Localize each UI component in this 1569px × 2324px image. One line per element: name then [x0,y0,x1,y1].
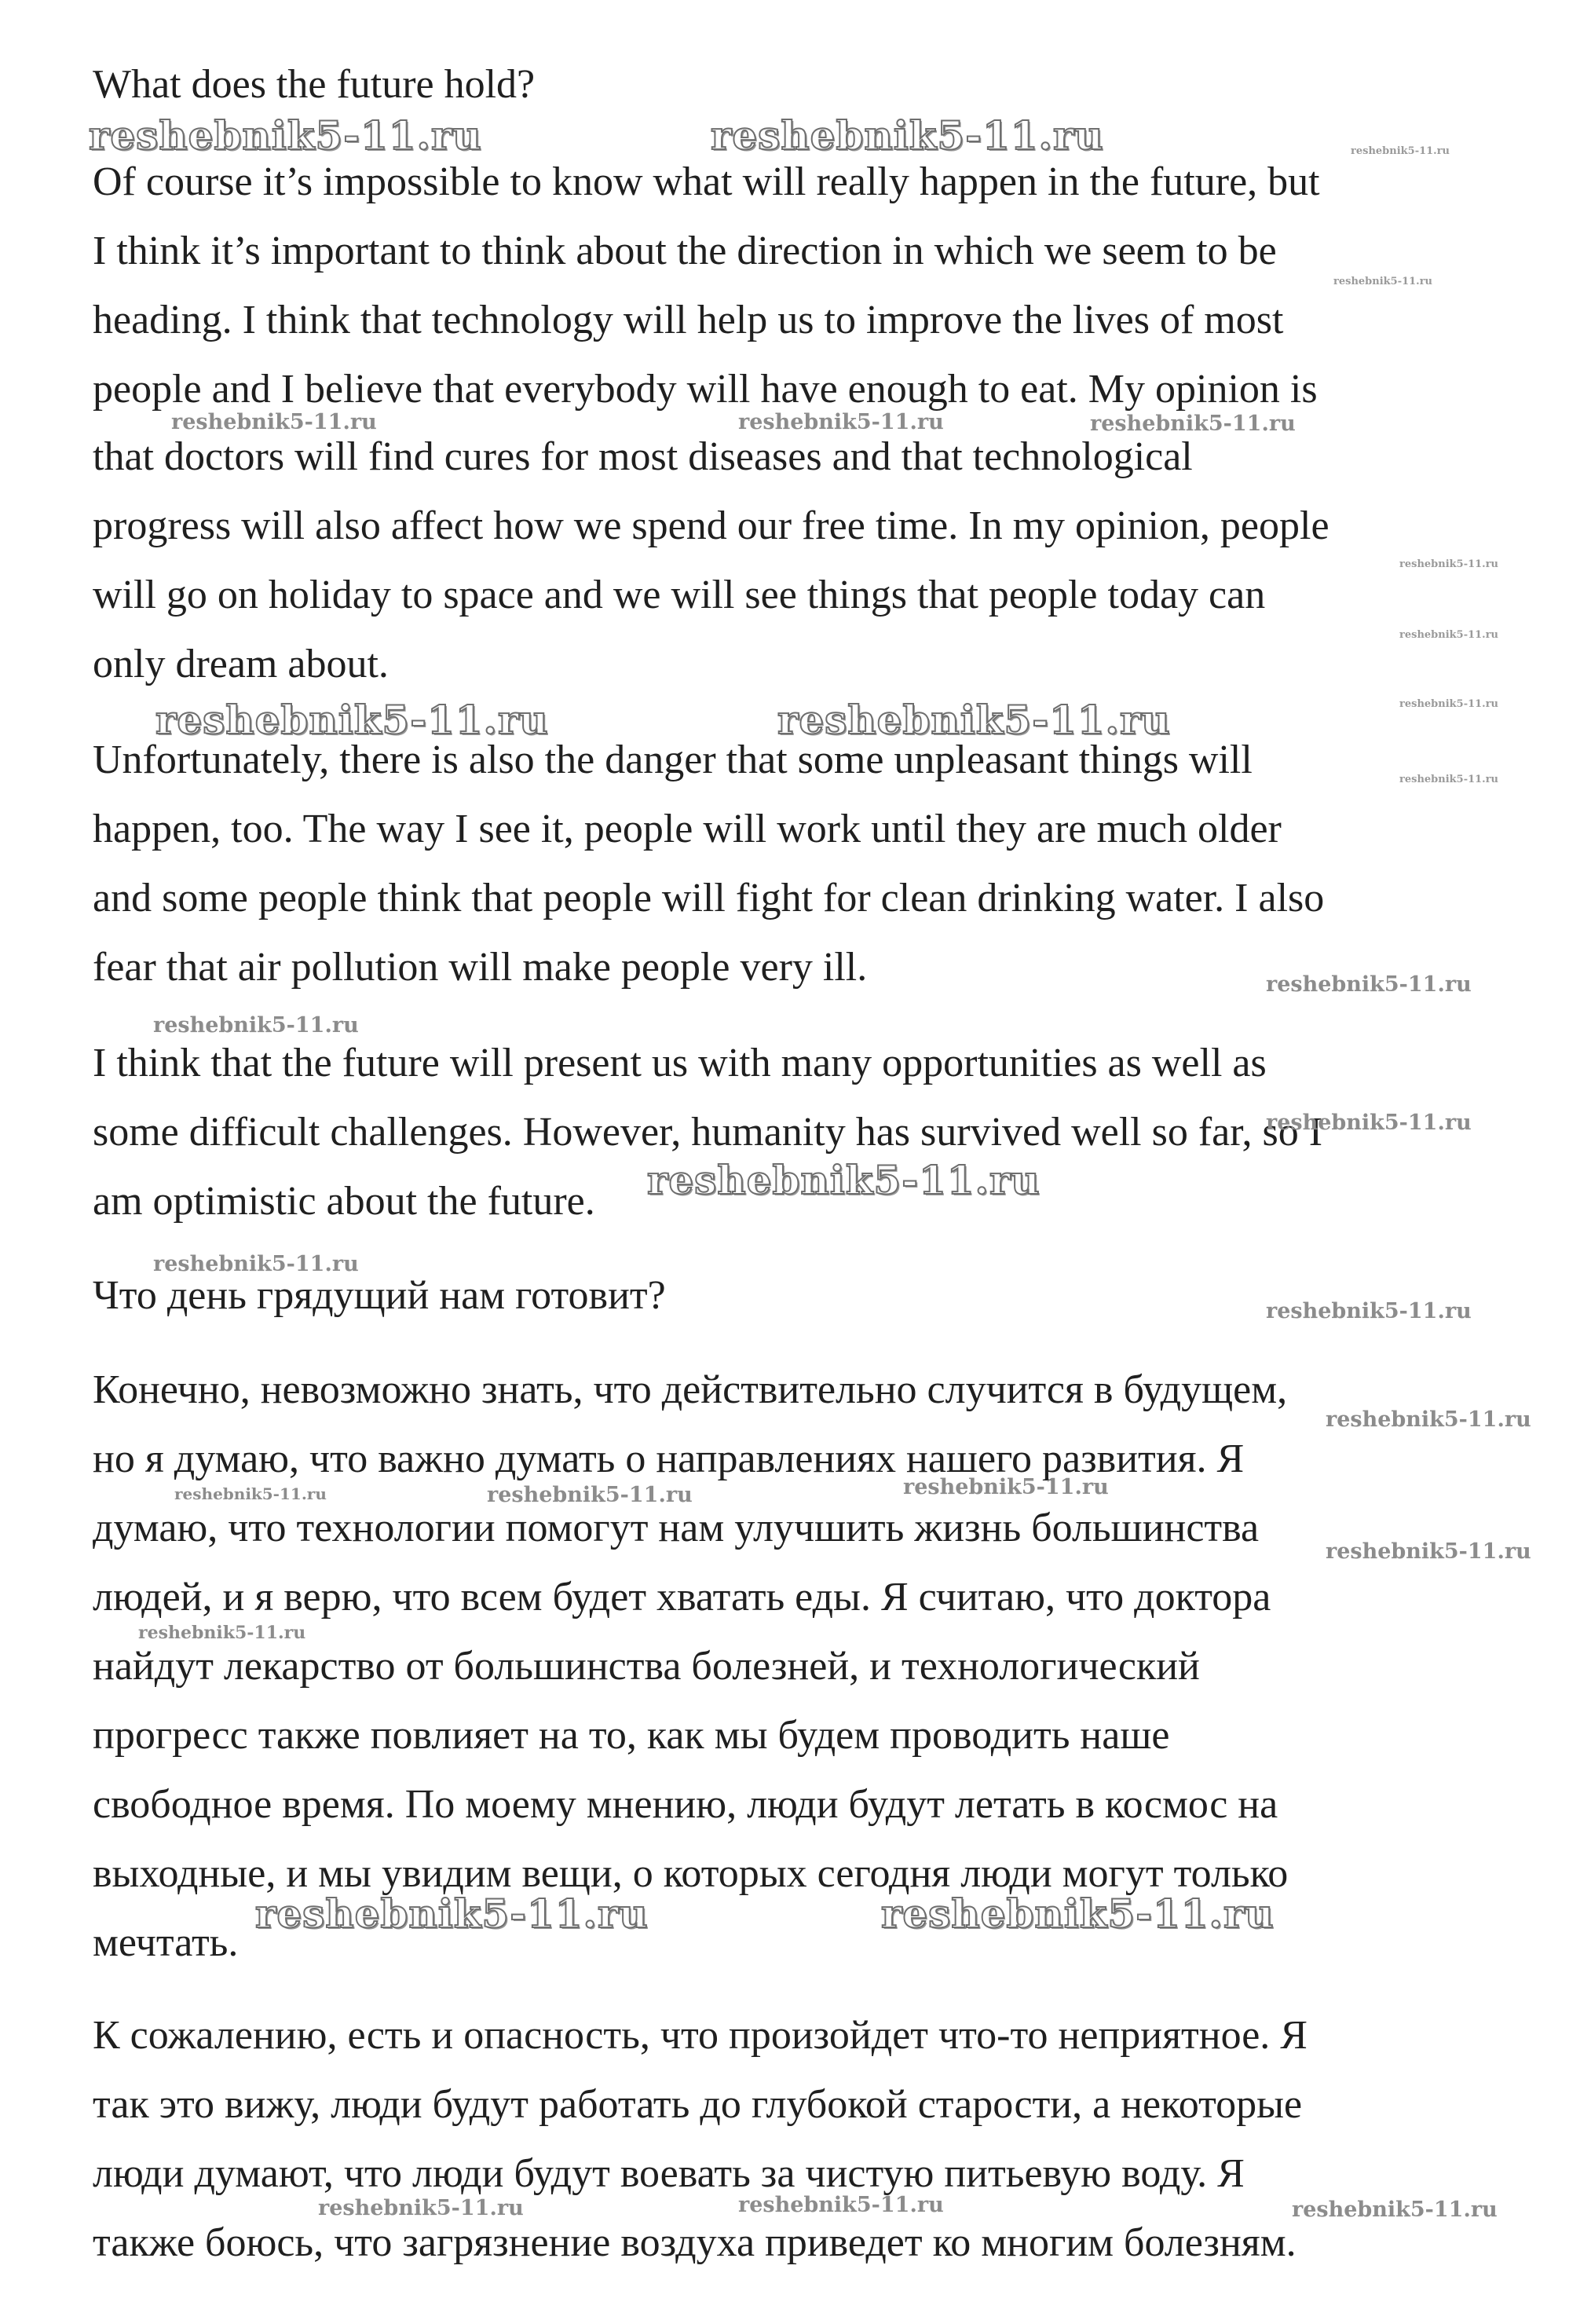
english-p3-line: I think that the future will present us with many opportunities as well as [93,1041,1267,1085]
russian-p2-line: так это вижу, люди будут работать до глубокой старости, а некоторые [93,2082,1303,2127]
watermark: reshebnik5-11.ru [777,697,1171,743]
russian-p1-line: людей, и я верю, что всем будет хватать еды. Я считаю, что доктора [93,1575,1271,1619]
watermark: reshebnik5-11.ru [903,1475,1109,1499]
russian-p2-line: К сожалению, есть и опасность, что произойдет что-то неприятное. Я [93,2013,1308,2058]
watermark: reshebnik5-11.ru [1399,629,1499,641]
watermark: reshebnik5-11.ru [1399,698,1499,710]
russian-p1-line: думаю, что технологии помогут нам улучшить жизнь большинства [93,1506,1260,1550]
watermark: reshebnik5-11.ru [647,1157,1041,1203]
russian-p2-line: люди думают, что люди будут воевать за чистую питьевую воду. Я [93,2151,1245,2196]
watermark: reshebnik5-11.ru [487,1483,693,1507]
watermark: reshebnik5-11.ru [738,410,944,434]
russian-p2-line: также боюсь, что загрязнение воздуха приведет ко многим болезням. [93,2220,1297,2265]
watermark: reshebnik5-11.ru [1333,276,1433,287]
watermark: reshebnik5-11.ru [1266,972,1472,997]
english-p2-line: Unfortunately, there is also the danger that some unpleasant things will [93,737,1253,782]
watermark: reshebnik5-11.ru [174,1484,327,1503]
english-p3-line: some difficult challenges. However, humanity has survived well so far, so I [93,1110,1323,1155]
watermark: reshebnik5-11.ru [1292,2198,1498,2222]
watermark: reshebnik5-11.ru [711,112,1104,159]
english-p1-line: progress will also affect how we spend our free time. In my opinion, people [93,503,1329,548]
watermark: reshebnik5-11.ru [1266,1299,1472,1323]
english-p1-line: Of course it’s impossible to know what will really happen in the future, but [93,159,1320,204]
watermark: reshebnik5-11.ru [1351,145,1450,157]
watermark: reshebnik5-11.ru [153,1013,359,1038]
watermark: reshebnik5-11.ru [881,1890,1275,1937]
watermark: reshebnik5-11.ru [1399,774,1499,785]
watermark: reshebnik5-11.ru [1326,1539,1531,1564]
russian-p1-line: свободное время. По моему мнению, люди будут летать в космос на [93,1782,1278,1827]
english-p1-line: that doctors will find cures for most diseases and that technological [93,434,1193,479]
watermark: reshebnik5-11.ru [1090,412,1296,436]
watermark: reshebnik5-11.ru [738,2193,944,2217]
watermark: reshebnik5-11.ru [155,697,549,743]
watermark: reshebnik5-11.ru [171,410,377,434]
russian-p1-line: найдут лекарство от большинства болезней, и технологический [93,1644,1200,1689]
english-p1-line: people and I believe that everybody will have enough to eat. My opinion is [93,367,1318,412]
english-p2-line: fear that air pollution will make people very ill. [93,945,868,990]
russian-p1-line: мечтать. [93,1920,239,1965]
english-p2-line: and some people think that people will fight for clean drinking water. I also [93,876,1325,920]
english-p1-line: only dream about. [93,642,389,686]
russian-p1-line: но я думаю, что важно думать о направлениях нашего развития. Я [93,1436,1245,1481]
watermark: reshebnik5-11.ru [1266,1111,1472,1135]
english-p3-line: am optimistic about the future. [93,1179,595,1224]
russian-p1-line: Конечно, невозможно знать, что действительно случится в будущем, [93,1367,1288,1412]
watermark: reshebnik5-11.ru [153,1252,359,1276]
russian-p1-line: прогресс также повлияет на то, как мы будем проводить наше [93,1713,1170,1758]
watermark: reshebnik5-11.ru [1399,558,1499,570]
english-title: What does the future hold? [93,62,536,107]
english-p1-line: will go on holiday to space and we will see things that people today can [93,573,1266,617]
english-p2-line: happen, too. The way I see it, people will work until they are much older [93,807,1282,851]
english-p1-line: I think it’s important to think about the direction in which we seem to be [93,229,1277,273]
watermark: reshebnik5-11.ru [318,2196,524,2220]
watermark: reshebnik5-11.ru [138,1623,306,1643]
english-p1-line: heading. I think that technology will help us to improve the lives of most [93,298,1284,342]
russian-title: Что день грядущий нам готовит? [93,1273,666,1318]
watermark: reshebnik5-11.ru [89,112,482,159]
watermark: reshebnik5-11.ru [1326,1407,1531,1432]
russian-p1-line: выходные, и мы увидим вещи, о которых сегодня люди могут только [93,1851,1289,1896]
watermark: reshebnik5-11.ru [255,1890,649,1937]
